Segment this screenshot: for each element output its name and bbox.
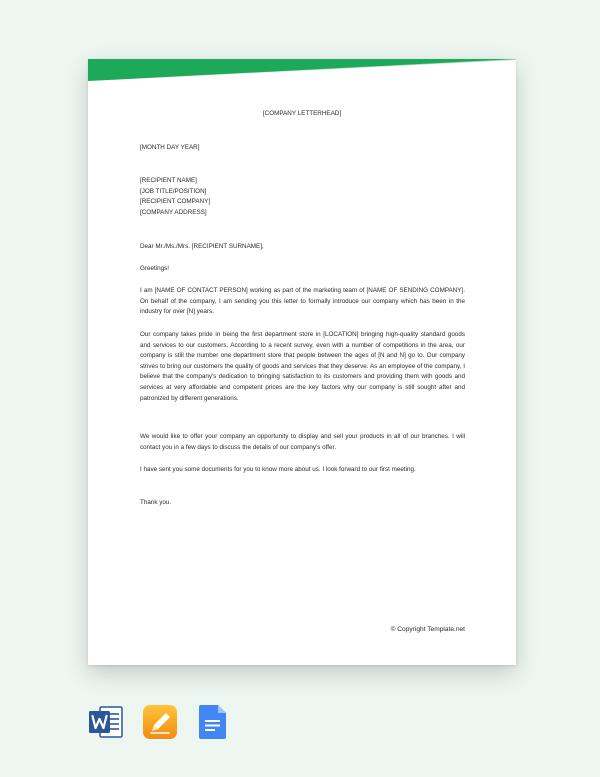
copyright-notice: © Copyright Template.net [390,626,465,633]
recipient-address: [COMPANY ADDRESS] [140,208,207,216]
salutation: Dear Mr./Ms./Mrs. [RECIPIENT SURNAME], [140,243,264,250]
greeting: Greetings! [140,265,170,272]
letter-document [88,59,516,665]
letter-date: [MONTH DAY YEAR] [140,144,200,151]
recipient-block [140,176,465,218]
closing: Thank you. [140,499,172,506]
pages-icon[interactable] [142,704,178,740]
paragraph-offer: We would like to offer your company an opportunity to display and sell your products in all of our branches. I will contact you in a few days to discuss the details of our company's offer. [140,433,465,451]
word-icon[interactable] [88,704,124,740]
recipient-company: [RECIPIENT COMPANY] [140,198,211,206]
google-docs-icon[interactable] [198,704,228,740]
recipient-name: [RECIPIENT NAME] [140,177,197,184]
company-letterhead: [COMPANY LETTERHEAD] [262,110,342,117]
paragraph-company: Our company takes pride in being the first department store in [LOCATION] bringing high-quality standard goods and services to our customers. According to a recent survey, even with a number of competitions in the area, our company is still the number one department store that people between the ages of [N and N] go to. Our company strives to bring our customers the quality of goods and services that they deserve. As an employee of the company, I believe that the company's dedication to bringing satisfaction to its customers and providing them with goods and services at very affordable and competent prices are the key factors why our company is still sought after and patronized by different generations. [140,331,465,402]
paragraph-documents: I have sent you some documents for you to know more about us. I look forward to our first meeting. [140,466,416,473]
paragraph-introduction: I am [NAME OF CONTACT PERSON] working as part of the marketing team of [NAME OF SENDING COMPANY]. On behalf of the company, I am sending you this letter to formally introduce our company which has been in the industry for over [N] years. [140,287,465,316]
recipient-title: [JOB TITLE/POSITION] [140,187,207,195]
green-header-banner [88,59,516,81]
